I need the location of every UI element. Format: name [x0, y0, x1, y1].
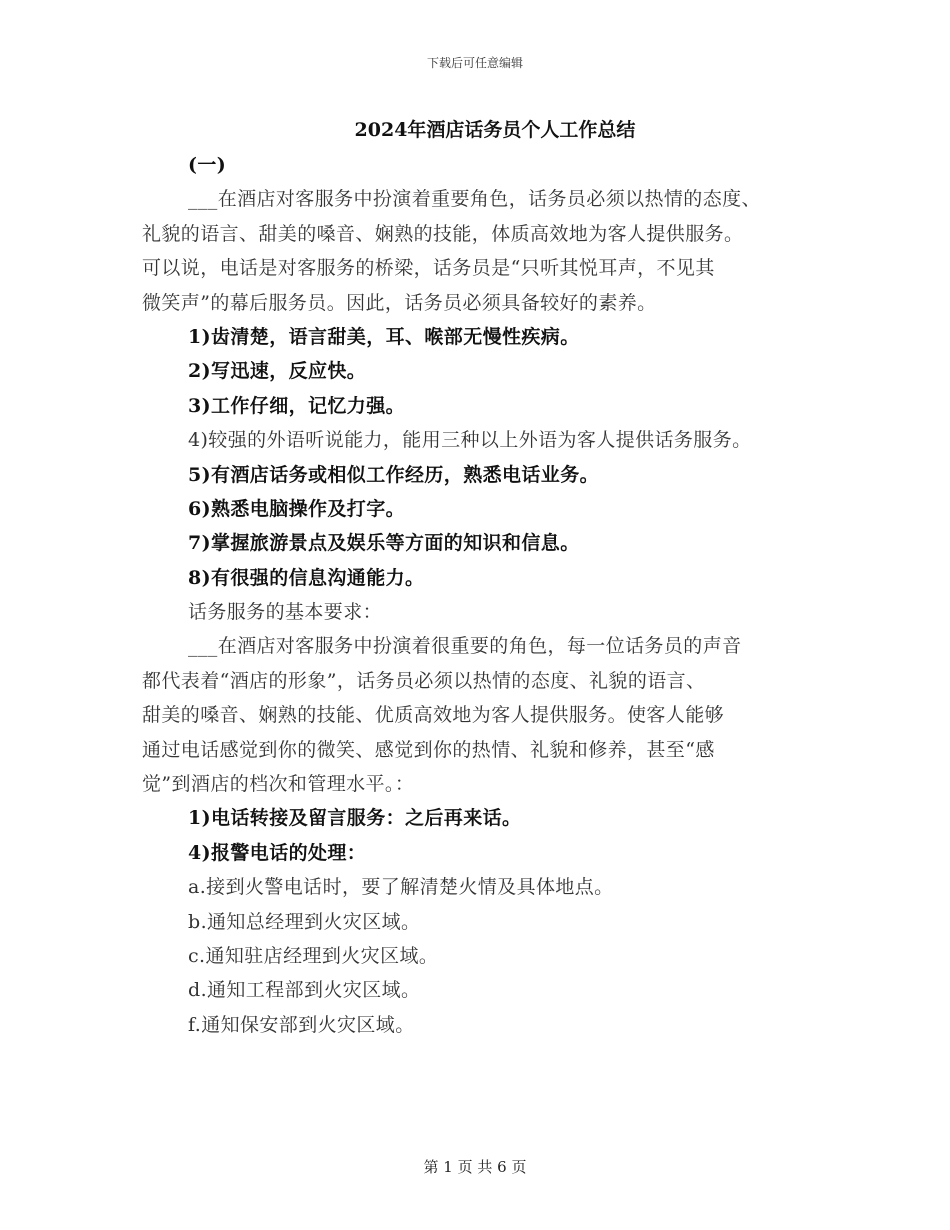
- paragraph-line: 7)掌握旅游景点及娱乐等方面的知识和信息。: [188, 532, 580, 555]
- paragraph-line: 1)齿清楚，语言甜美，耳、喉部无慢性疾病。: [188, 325, 580, 348]
- paragraph-line: ___在酒店对客服务中扮演着重要角色，话务员必须以热情的态度、: [188, 188, 761, 211]
- page-footer: 第 1 页 共 6 页: [423, 1158, 527, 1176]
- paragraph-line: d.通知工程部到火灾区域。: [188, 979, 421, 1002]
- paragraph-line: 甜美的嗓音、娴熟的技能、优质高效地为客人提供服务。使客人能够: [142, 704, 725, 727]
- paragraph-line: 微笑声”的幕后服务员。因此，话务员必须具备较好的素养。: [142, 291, 657, 314]
- paragraph-line: 都代表着“酒店的形象”，话务员必须以热情的态度、礼貌的语言、: [142, 669, 706, 692]
- paragraph-line: a.接到火警电话时，要了解清楚火情及具体地点。: [188, 876, 614, 899]
- paragraph-line: 1)电话转接及留言服务：之后再来话。: [188, 807, 522, 830]
- paragraph-line: c.通知驻店经理到火灾区域。: [188, 944, 439, 967]
- paragraph-line: (一): [188, 154, 227, 176]
- paragraph-line: 4)较强的外语听说能力，能用三种以上外语为客人提供话务服务。: [188, 429, 752, 452]
- paragraph-line: 礼貌的语言、甜美的嗓音、娴熟的技能，体质高效地为客人提供服务。: [142, 222, 744, 245]
- paragraph-line: 可以说，电话是对客服务的桥梁，话务员是“只听其悦耳声，不见其: [142, 257, 715, 280]
- paragraph-line: 觉”到酒店的档次和管理水平。：: [142, 773, 415, 796]
- paragraph-line: 2)写迅速，反应快。: [188, 360, 367, 383]
- paragraph-line: 4)报警电话的处理：: [188, 841, 367, 864]
- header-note: 下载后可任意编辑: [426, 56, 523, 70]
- document-title: 2024年酒店话务员个人工作总结: [354, 119, 636, 141]
- paragraph-line: b.通知总经理到火灾区域。: [188, 910, 421, 933]
- paragraph-line: 话务服务的基本要求：: [188, 601, 383, 624]
- paragraph-line: 通过电话感觉到你的微笑、感觉到你的热情、礼貌和修养，甚至“感: [142, 738, 715, 761]
- paragraph-line: ___在酒店对客服务中扮演着很重要的角色，每一位话务员的声音: [188, 635, 742, 658]
- paragraph-line: f.通知保安部到火灾区域。: [188, 1013, 415, 1036]
- paragraph-line: 3)工作仔细，记忆力强。: [188, 394, 406, 417]
- document-body: [142, 148, 832, 1042]
- paragraph-line: 8)有很强的信息沟通能力。: [188, 566, 425, 589]
- paragraph-line: 6)熟悉电脑操作及打字。: [188, 497, 406, 520]
- paragraph-line: 5)有酒店话务或相似工作经历，熟悉电话业务。: [188, 463, 600, 486]
